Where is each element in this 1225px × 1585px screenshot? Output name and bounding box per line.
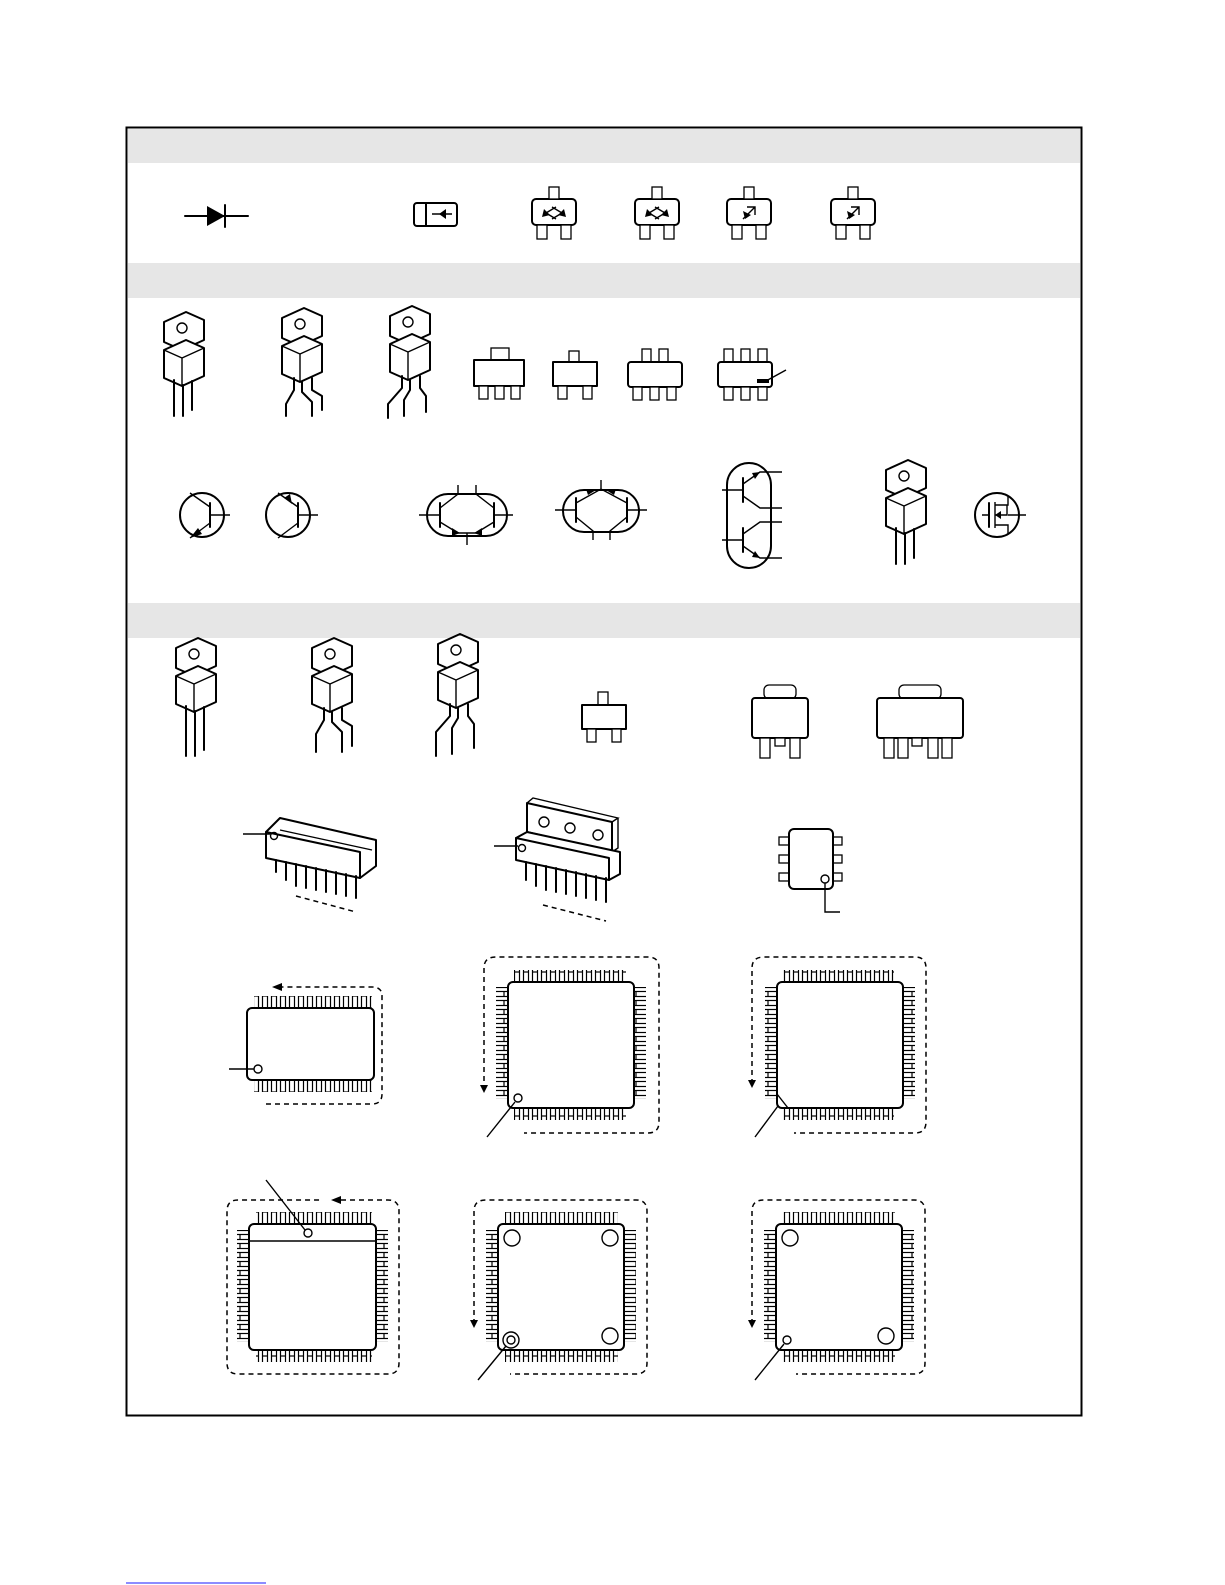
section-header-ics — [128, 603, 1080, 638]
section-header-diodes — [128, 129, 1080, 163]
section-header-transistors — [128, 263, 1080, 298]
diode-glass-package-icon — [414, 203, 457, 226]
